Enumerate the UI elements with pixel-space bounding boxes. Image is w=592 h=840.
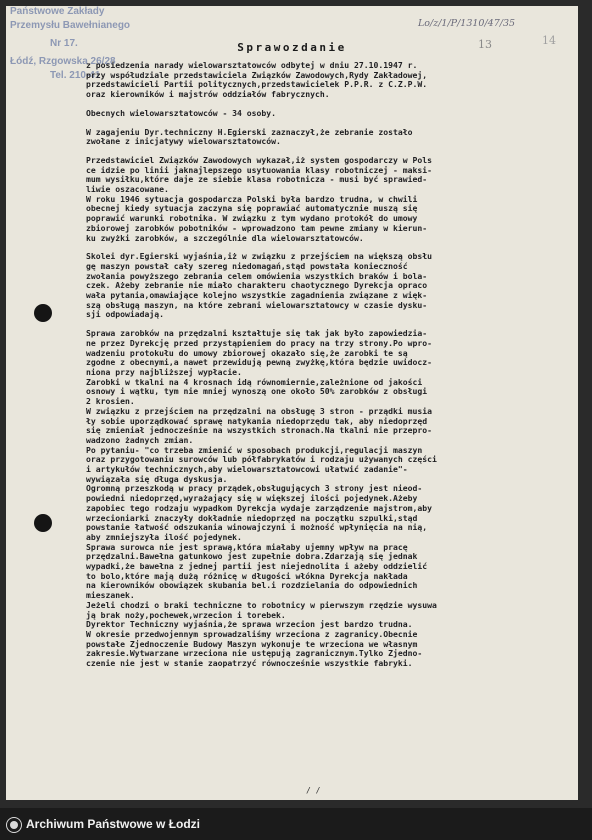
text-line: to bolo,które mają dużą różnicę w długości włókna Dyrekcja nakłada [86, 571, 408, 581]
text-line: Sprawa surowca nie jest sprawą,która miałaby ujemny wpływ na pracę [86, 542, 408, 552]
paragraph-gap [86, 320, 564, 329]
text-line: się zmieniał jednocześnie na wszystkich stronach.Na tkalni nie przepro- [86, 426, 432, 436]
text-line: powstanie łatwość odszukania winowajczyni i możność wpłynięcia na nią, [86, 523, 428, 533]
text-line: niona przy najbliższej wypłacie. [86, 367, 242, 377]
archive-seal-icon [6, 817, 22, 833]
text-line: wrzecioniarki znaczyły dokładnie niedoprzęd na początku szpulki,stąd [86, 513, 418, 523]
text-line: Obecnych wielowarsztatowców - 34 osoby. [86, 108, 277, 118]
text-line: czenie nie jest w stanie zaopatrzyć równocześnie wszystkie fabryki. [86, 659, 413, 669]
text-line: i artykułów technicznych,aby wielowarsztatowcowi ułatwić zadanie"- [86, 465, 408, 475]
text-line: wypadki,że bawełna z jednej partii jest niejednolita i ażeby oddzielić [86, 562, 428, 572]
text-line: mum wysiłku,które daje ze siebie klasa robotnicza - musi być sprawied- [86, 175, 428, 185]
text-line: ne przez Dyrekcję przed przystąpieniem do pracy na trzy strony.Po wpro- [86, 338, 432, 348]
text-line: gę maszyn powstał cały szereg niedomagań,stąd powstała konieczność [86, 261, 408, 271]
text-line: przy współudziale przedstawiciela Związków Zawodowych,Rydy Zakładowej, [86, 70, 428, 80]
text-line: zwołane z inicjatywy wielowarsztatowców. [86, 137, 281, 147]
text-line: z posiedzenia narady wielowarsztatowców odbytej w dniu 27.10.1947 r. [86, 61, 418, 70]
text-line: W związku z przejściem na przędzalni na obsługę 3 stron - prządki musia [86, 406, 432, 416]
paragraph-gap [86, 100, 564, 109]
text-line: przedstawicieli Partii politycznych,przedstawicielek P.P.R. z C.Z.P.W. [86, 80, 428, 90]
paragraph-gap [86, 243, 564, 252]
footer-mark: / / [306, 786, 321, 795]
punch-hole-icon [34, 304, 52, 322]
text-line: Przedstawiciel Związków Zawodowych wykazał,iż system gospodarczy w Pols [86, 155, 432, 165]
text-line: zgodne z obecnymi,a nawet przewidują pewną zwyżkę,która będzie uwidocz- [86, 358, 432, 368]
archive-footer [0, 808, 592, 840]
text-line: ły sobie uporządkować sprawę natykania niedoprzędu tak, aby niedoprzęd [86, 416, 428, 426]
text-line: ce idzie po linii jaknajlepszego usytuowania klasy robotniczej - maksi- [86, 165, 432, 175]
text-line: zapobiec tego rodzaju wypadkom Dyrekcja wydaje zarządzenie majstrom,aby [86, 503, 432, 513]
stamp-line: Przemysłu Bawełnianego [10, 20, 131, 31]
stamp-line: Nr 17. [50, 38, 78, 49]
text-line: przędzalni.Bawełna gatunkowo jest zupełnie dobra.Zdarzają się jednak [86, 552, 418, 562]
document-body [86, 61, 564, 669]
text-line: szą obsługą maszyn, na które zebrani wielowarsztatowcy w czasie dysku- [86, 300, 428, 310]
text-line: W okresie przedwojennym sprowadzaliśmy wrzeciona z zagranicy.Obecnie [86, 629, 418, 639]
text-line: W zagajeniu Dyr.techniczny H.Egierski zaznaczył,że zebranie zostało [86, 127, 413, 137]
text-line: powstałe Zjednoczenie Budowy Maszyn wykonuje te wrzeciona we własnym [86, 639, 418, 649]
text-line: Dyrektor Techniczny wyjaśnia,że sprawa wrzecion jest bardzo trudna. [86, 620, 413, 630]
text-line: wadzeniu protokułu do umowy zbiorowej okazało się,że zarobki te są [86, 348, 408, 358]
text-line: Po pytaniu- "co trzeba zmienić w sposobach produkcji,regulacji maszyn [86, 445, 423, 455]
text-line: mieszanek. [86, 591, 135, 601]
archive-label: Archiwum Państwowe w Łodzi [26, 817, 201, 831]
text-line: ją brak noży,pochewek,wrzecion i torebek. [86, 610, 286, 620]
text-line: W roku 1946 sytuacja gospodarcza Polski była bardzo trudna, w chwili [86, 194, 418, 204]
text-line: zbiorowej zarobków pobotników - wprowadzono tam pewne zmiany w kierun- [86, 223, 428, 233]
page-number: 13 [478, 38, 492, 51]
stamp-line: Tel. 210-41 [50, 70, 101, 81]
text-line: oraz kierowników i majstrów oddziałów fabrycznych. [86, 90, 330, 100]
text-line: ku zwyżki zarobków, a szczególnie dla wielowarsztatowców. [86, 233, 364, 243]
text-line: wała pytania,omawiające kolejno wszystkie zagadnienia związane z więk- [86, 291, 428, 301]
page-number-alt: 14 [542, 34, 556, 47]
document-page [6, 6, 578, 800]
archive-reference: Lo/z/1/P/1310/47/35 [418, 18, 516, 29]
text-line: na kierowników obowiązek skubania bel.i rozdzielania do odpowiednich [86, 581, 418, 591]
stamp-line: Państwowe Zakłady [10, 6, 105, 17]
text-line: obecnej kiedy sytuacja zaczyna się poprawiać automatycznie muszą się [86, 204, 418, 214]
text-line: wywiązała się długa dyskusja. [86, 474, 228, 484]
text-line: Zarobki w tkalni na 4 krosnach idą równomiernie,zależnione od jakości [86, 377, 423, 387]
text-line: Sprawa zarobków na przędzalni kształtuje się tak jak było zapowiedzia- [86, 329, 428, 339]
text-line: czek. Ażeby zebranie nie miało charakteru chaotycznego Dyrekcja opraco [86, 281, 428, 291]
text-line: 2 krosien. [86, 397, 135, 407]
punch-hole-icon [34, 514, 52, 532]
text-line: Jeżeli chodzi o braki techniczne to robotnicy w pierwszym rzędzie wysuwa [86, 600, 437, 610]
text-line: aby zmniejszyła ilość pojedynek. [86, 532, 242, 542]
text-line: poprawić warunki robotnika. W związku z tym wydano protokół do umowy [86, 214, 418, 224]
paragraph-gap [86, 147, 564, 156]
stamp-line: Łódź, Rzgowska 26/28 [10, 56, 116, 67]
text-line: zakresie.Wytwarzane wrzeciona nie ustępują zagranicznym.Tylko Zjedno- [86, 649, 423, 659]
text-line: osnowy i wątku, tym nie mniej wynoszą one około 50% zarobków z obsługi [86, 387, 428, 397]
text-line: wadzono żadnych zmian. [86, 435, 194, 445]
text-line: Skolei dyr.Egierski wyjaśnia,iż w związku z przejściem na większą obsłu [86, 252, 432, 262]
paragraph-gap [86, 119, 564, 128]
text-line: oraz przygotowaniu surowców lub półfabrykatów i rodzaju używanych części [86, 455, 437, 465]
text-line: Ogromną przeszkodą w pracy prządek,obsługujących 3 strony jest nieod- [86, 484, 423, 494]
text-line: powiedni niedoprzęd,wyrażający się w większej ilości pojedynek.Ażeby [86, 494, 418, 504]
text-line: liwie oszacowane. [86, 185, 169, 195]
text-line: zwołania powyższego zebrania celem omówienia wszystkich braków i bola- [86, 271, 428, 281]
document-title: Sprawozdanie [237, 41, 347, 54]
text-line: sji odpowiadają. [86, 310, 164, 320]
